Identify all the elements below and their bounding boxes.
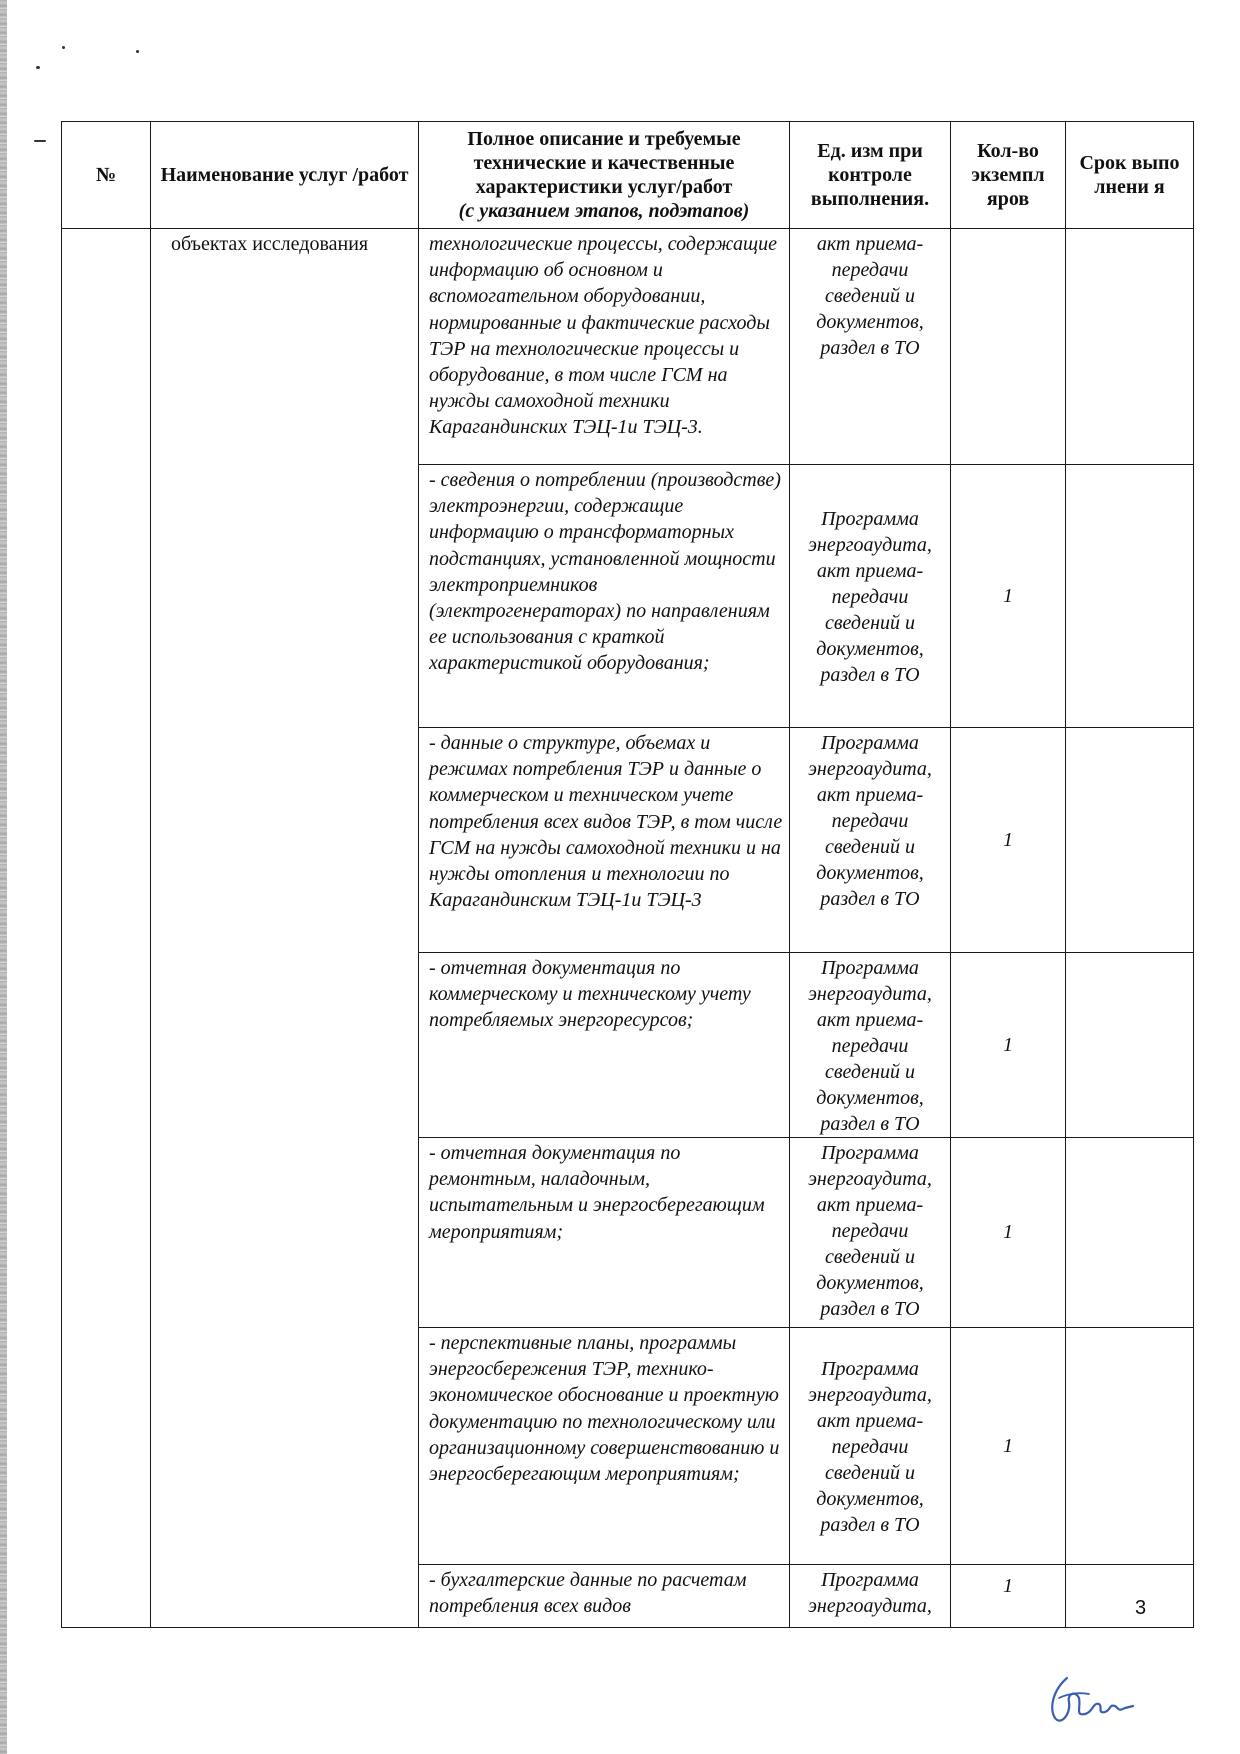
scan-speck bbox=[62, 46, 65, 49]
scan-speck bbox=[136, 50, 139, 53]
cell-description: - сведения о потреблении (производстве) электроэнергии, содержащие информацию о трансформаторных подстанциях, установленной мощности электроприемников (электрогенераторах) по направлениям ее использования с краткой характеристикой оборудования; bbox=[419, 465, 790, 728]
services-table bbox=[61, 121, 1194, 1628]
cell-quantity: 1 bbox=[951, 1565, 1066, 1628]
cell-quantity: 1 bbox=[951, 1138, 1066, 1328]
cell-term bbox=[1066, 1565, 1194, 1628]
cell-description: технологические процессы, содержащие информацию об основном и вспомогательном оборудовании, нормированные и фактические расходы ТЭР на технологические процессы и оборудование, в том числе ГСМ на нужды самоходной техники Карагандинских ТЭЦ-1и ТЭЦ-3. bbox=[419, 229, 790, 465]
cell-term bbox=[1066, 728, 1194, 953]
cell-unit: Программа энергоаудита, акт приема-передачи сведений и документов, раздел в ТО bbox=[790, 953, 951, 1138]
cell-term bbox=[1066, 1328, 1194, 1565]
cell-description: - перспективные планы, программы энергосбережения ТЭР, технико-экономическое обоснование и проектную документацию по технологическому или организационному совершенствованию и энергосберегающим мероприятиям; bbox=[419, 1328, 790, 1565]
cell-service-name: объектах исследования bbox=[151, 229, 419, 1628]
header-service-name: Наименование услуг /работ bbox=[151, 122, 419, 229]
cell-quantity: 1 bbox=[951, 728, 1066, 953]
header-description-main: Полное описание и требуемые технические и качественные характеристики услуг/работ bbox=[467, 128, 741, 198]
cell-unit: Программа энергоаудита, акт приема-передачи сведений и документов, раздел в ТО bbox=[790, 465, 951, 728]
cell-unit: акт приема-передачи сведений и документов, раздел в ТО bbox=[790, 229, 951, 465]
header-unit: Ед. изм при контроле выполнения. bbox=[790, 122, 951, 229]
cell-quantity: 1 bbox=[951, 953, 1066, 1138]
cell-unit: Программа энергоаудита, bbox=[790, 1565, 951, 1628]
cell-term bbox=[1066, 229, 1194, 465]
cell-description: - отчетная документация по коммерческому и техническому учету потребляемых энергоресурсов; bbox=[419, 953, 790, 1138]
table-row bbox=[62, 229, 1194, 465]
cell-term bbox=[1066, 465, 1194, 728]
cell-term bbox=[1066, 953, 1194, 1138]
page-number: 3 bbox=[1135, 1597, 1147, 1619]
header-quantity: Кол-во экземпл яров bbox=[951, 122, 1066, 229]
cell-description: - бухгалтерские данные по расчетам потребления всех видов bbox=[419, 1565, 790, 1628]
header-description bbox=[419, 122, 790, 229]
handwritten-signature bbox=[1045, 1668, 1135, 1728]
cell-unit: Программа энергоаудита, акт приема-передачи сведений и документов, раздел в ТО bbox=[790, 1328, 951, 1565]
scan-speck bbox=[36, 66, 40, 69]
scan-speck bbox=[34, 140, 46, 142]
header-description-sub: (с указанием этапов, подэтапов) bbox=[458, 200, 750, 222]
cell-description: - отчетная документация по ремонтным, наладочным, испытательным и энергосберегающим мероприятиям; bbox=[419, 1138, 790, 1328]
cell-quantity bbox=[951, 229, 1066, 465]
cell-description: - данные о структуре, объемах и режимах потребления ТЭР и данные о коммерческом и техническом учете потребления всех видов ТЭР, в том числе ГСМ на нужды самоходной техники и на нужды отопления и технологии по Карагандинским ТЭЦ-1и ТЭЦ-3 bbox=[419, 728, 790, 953]
table-header-row bbox=[62, 122, 1194, 229]
header-number: № bbox=[62, 122, 151, 229]
scan-edge-artifact bbox=[0, 0, 7, 1754]
cell-unit: Программа энергоаудита, акт приема-передачи сведений и документов, раздел в ТО bbox=[790, 728, 951, 953]
cell-unit: Программа энергоаудита, акт приема-передачи сведений и документов, раздел в ТО bbox=[790, 1138, 951, 1328]
cell-quantity: 1 bbox=[951, 1328, 1066, 1565]
header-term: Срок выпо лнени я bbox=[1066, 122, 1194, 229]
cell-term bbox=[1066, 1138, 1194, 1328]
cell-quantity: 1 bbox=[951, 465, 1066, 728]
cell-number bbox=[62, 229, 151, 1628]
